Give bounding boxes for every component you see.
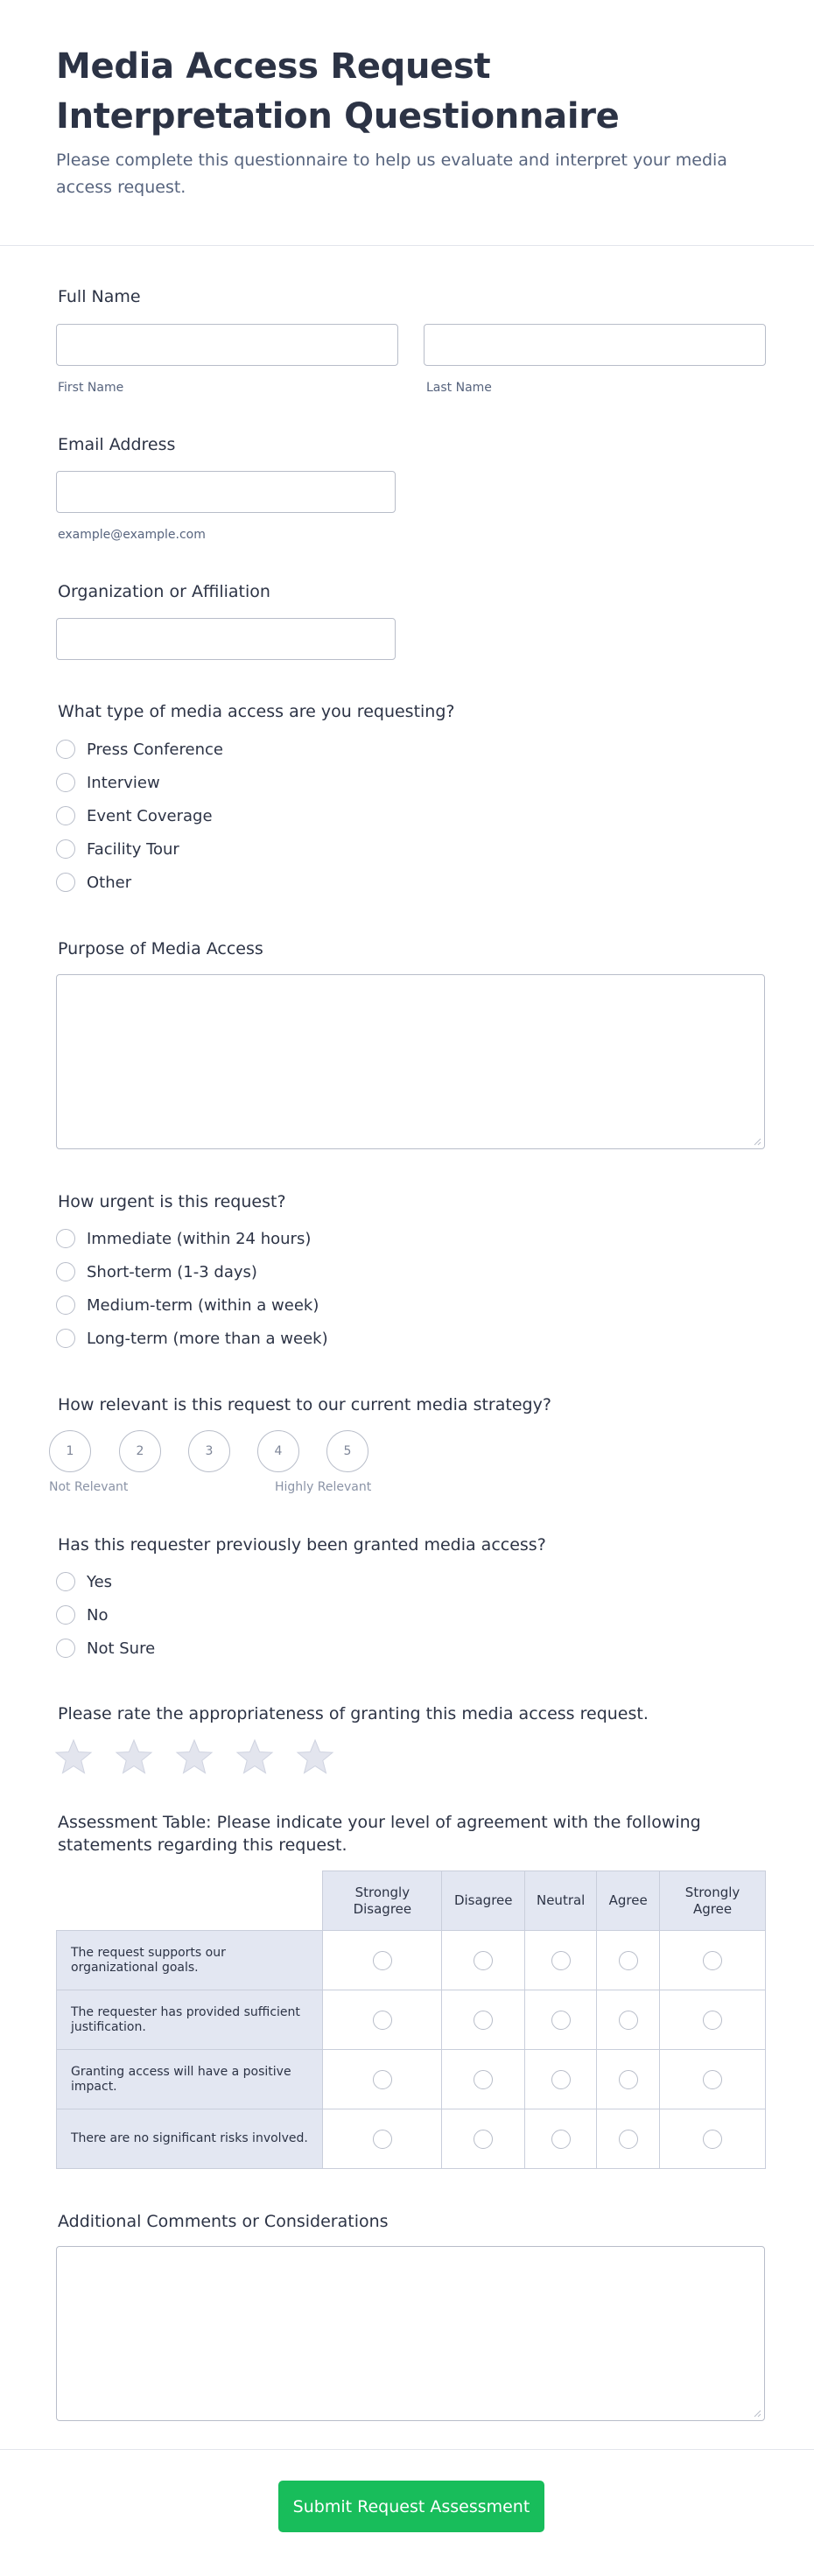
- urgency-option[interactable]: [56, 1327, 328, 1350]
- previous-access-option[interactable]: [56, 1637, 155, 1660]
- matrix-cell[interactable]: [525, 1990, 597, 2050]
- matrix-cell[interactable]: [442, 1931, 525, 1990]
- page-title: Media Access Request Interpretation Questionnaire: [56, 46, 620, 137]
- column-header: Agree: [597, 1871, 660, 1931]
- radio-button[interactable]: [551, 1951, 571, 1970]
- organization-input[interactable]: [56, 618, 396, 660]
- scale-low-label: Not Relevant: [49, 1480, 129, 1494]
- matrix-cell[interactable]: [525, 2050, 597, 2109]
- resize-grip-icon[interactable]: [754, 1138, 761, 1146]
- matrix-cell[interactable]: [442, 2050, 525, 2109]
- assessment-table: [56, 1871, 766, 2169]
- comments-label: Additional Comments or Considerations: [58, 2212, 389, 2231]
- matrix-cell[interactable]: [525, 2109, 597, 2169]
- email-input[interactable]: [56, 471, 396, 513]
- table-header-row: [57, 1871, 766, 1931]
- matrix-cell[interactable]: [442, 1990, 525, 2050]
- matrix-cell[interactable]: [323, 1931, 442, 1990]
- purpose-label: Purpose of Media Access: [58, 939, 263, 958]
- radio-button[interactable]: [373, 2070, 392, 2089]
- radio-button[interactable]: [619, 1951, 638, 1970]
- option-label: No: [87, 1605, 109, 1625]
- scale-option-4[interactable]: 4: [257, 1430, 299, 1472]
- option-label: Immediate (within 24 hours): [87, 1229, 312, 1248]
- email-label: Email Address: [58, 435, 176, 454]
- matrix-cell[interactable]: [323, 2109, 442, 2169]
- matrix-cell[interactable]: [323, 1990, 442, 2050]
- matrix-cell[interactable]: [597, 2050, 660, 2109]
- media-type-option[interactable]: [56, 771, 160, 794]
- radio-button[interactable]: [373, 2130, 392, 2149]
- assessment-label: Assessment Table: Please indicate your level of agreement with the following statements regarding this request.: [58, 1813, 701, 1855]
- email-sublabel: example@example.com: [58, 528, 206, 542]
- scale-high-label: Highly Relevant: [275, 1480, 372, 1494]
- option-label: Press Conference: [87, 740, 223, 759]
- radio-button[interactable]: [56, 1229, 75, 1248]
- table-row: [57, 1931, 766, 1990]
- radio-button[interactable]: [551, 2070, 571, 2089]
- radio-button[interactable]: [56, 1605, 75, 1625]
- radio-button[interactable]: [56, 1572, 75, 1591]
- star-icon[interactable]: [115, 1738, 153, 1775]
- full-name-label: Full Name: [58, 287, 141, 306]
- option-label: Short-term (1-3 days): [87, 1262, 257, 1281]
- option-label: Not Sure: [87, 1639, 156, 1658]
- radio-button[interactable]: [474, 2130, 493, 2149]
- scale-option-2[interactable]: 2: [119, 1430, 161, 1472]
- media-type-option[interactable]: [56, 804, 213, 827]
- purpose-textarea[interactable]: [56, 974, 765, 1149]
- organization-label: Organization or Affiliation: [58, 582, 270, 601]
- media-type-option[interactable]: [56, 738, 223, 761]
- media-type-label: What type of media access are you requesting?: [58, 702, 455, 721]
- scale-option-1[interactable]: 1: [49, 1430, 91, 1472]
- submit-button[interactable]: Submit Request Assessment: [278, 2481, 544, 2532]
- matrix-cell[interactable]: [442, 2109, 525, 2169]
- radio-button[interactable]: [56, 740, 75, 759]
- matrix-cell[interactable]: [660, 1990, 766, 2050]
- option-label: Long-term (more than a week): [87, 1329, 328, 1348]
- matrix-cell[interactable]: [660, 2050, 766, 2109]
- radio-button[interactable]: [703, 1951, 722, 1970]
- row-label: Granting access will have a positive impact.: [57, 2050, 323, 2109]
- radio-button[interactable]: [56, 773, 75, 792]
- radio-button[interactable]: [703, 2130, 722, 2149]
- matrix-cell[interactable]: [597, 2109, 660, 2169]
- option-label: Facility Tour: [87, 839, 179, 859]
- radio-button[interactable]: [619, 2011, 638, 2030]
- radio-button[interactable]: [619, 2130, 638, 2149]
- previous-access-label: Has this requester previously been granted media access?: [58, 1535, 546, 1555]
- footer-divider: [0, 2449, 814, 2450]
- radio-button[interactable]: [551, 2011, 571, 2030]
- radio-button[interactable]: [373, 1951, 392, 1970]
- media-type-option[interactable]: [56, 871, 131, 894]
- matrix-cell[interactable]: [660, 2109, 766, 2169]
- row-label: The requester has provided sufficient justification.: [57, 1990, 323, 2050]
- media-type-option[interactable]: [56, 838, 179, 860]
- radio-button[interactable]: [56, 873, 75, 892]
- option-label: Interview: [87, 773, 160, 792]
- matrix-cell[interactable]: [597, 1931, 660, 1990]
- table-corner: [57, 1871, 323, 1931]
- row-label: There are no significant risks involved.: [57, 2109, 323, 2169]
- row-label: The request supports our organizational goals.: [57, 1931, 323, 1990]
- first-name-input[interactable]: [56, 324, 398, 366]
- column-header: Strongly Agree: [660, 1871, 766, 1931]
- radio-button[interactable]: [619, 2070, 638, 2089]
- rating-label: Please rate the appropriateness of granting this media access request.: [58, 1704, 649, 1723]
- relevance-label: How relevant is this request to our current media strategy?: [58, 1395, 551, 1414]
- scale-option-3[interactable]: 3: [188, 1430, 230, 1472]
- option-label: Other: [87, 873, 132, 892]
- comments-textarea[interactable]: [56, 2246, 765, 2421]
- column-header: Neutral: [525, 1871, 597, 1931]
- scale-option-5[interactable]: 5: [326, 1430, 368, 1472]
- radio-button[interactable]: [474, 1951, 493, 1970]
- radio-button[interactable]: [703, 2070, 722, 2089]
- previous-access-option[interactable]: [56, 1604, 108, 1626]
- option-label: Medium-term (within a week): [87, 1295, 319, 1315]
- radio-button[interactable]: [56, 806, 75, 825]
- radio-button[interactable]: [56, 1639, 75, 1658]
- previous-access-option[interactable]: [56, 1570, 112, 1593]
- radio-button[interactable]: [56, 839, 75, 859]
- column-header: Disagree: [442, 1871, 525, 1931]
- radio-button[interactable]: [56, 1329, 75, 1348]
- urgency-option[interactable]: [56, 1227, 311, 1250]
- first-name-sublabel: First Name: [58, 381, 124, 395]
- radio-button[interactable]: [551, 2130, 571, 2149]
- star-icon[interactable]: [296, 1738, 334, 1775]
- radio-button[interactable]: [56, 1262, 75, 1281]
- option-label: Yes: [87, 1572, 113, 1591]
- matrix-cell[interactable]: [323, 2050, 442, 2109]
- radio-button[interactable]: [703, 2011, 722, 2030]
- matrix-cell[interactable]: [660, 1931, 766, 1990]
- form-header: [0, 0, 814, 245]
- radio-button[interactable]: [373, 2011, 392, 2030]
- option-label: Event Coverage: [87, 806, 213, 825]
- urgency-option[interactable]: [56, 1260, 257, 1283]
- urgency-label: How urgent is this request?: [58, 1192, 286, 1211]
- radio-button[interactable]: [474, 2011, 493, 2030]
- matrix-cell[interactable]: [525, 1931, 597, 1990]
- resize-grip-icon[interactable]: [754, 2410, 761, 2418]
- last-name-sublabel: Last Name: [426, 381, 492, 395]
- last-name-input[interactable]: [424, 324, 766, 366]
- star-icon[interactable]: [235, 1738, 274, 1775]
- page-subtitle: Please complete this questionnaire to help us evaluate and interpret your media access request.: [56, 151, 727, 197]
- table-row: [57, 1990, 766, 2050]
- table-row: [57, 2109, 766, 2169]
- star-icon[interactable]: [175, 1738, 214, 1775]
- table-row: [57, 2050, 766, 2109]
- radio-button[interactable]: [474, 2070, 493, 2089]
- radio-button[interactable]: [56, 1295, 75, 1315]
- matrix-cell[interactable]: [597, 1990, 660, 2050]
- header-divider: [0, 245, 814, 246]
- urgency-option[interactable]: [56, 1294, 319, 1316]
- column-header: Strongly Disagree: [323, 1871, 442, 1931]
- star-icon[interactable]: [54, 1738, 93, 1775]
